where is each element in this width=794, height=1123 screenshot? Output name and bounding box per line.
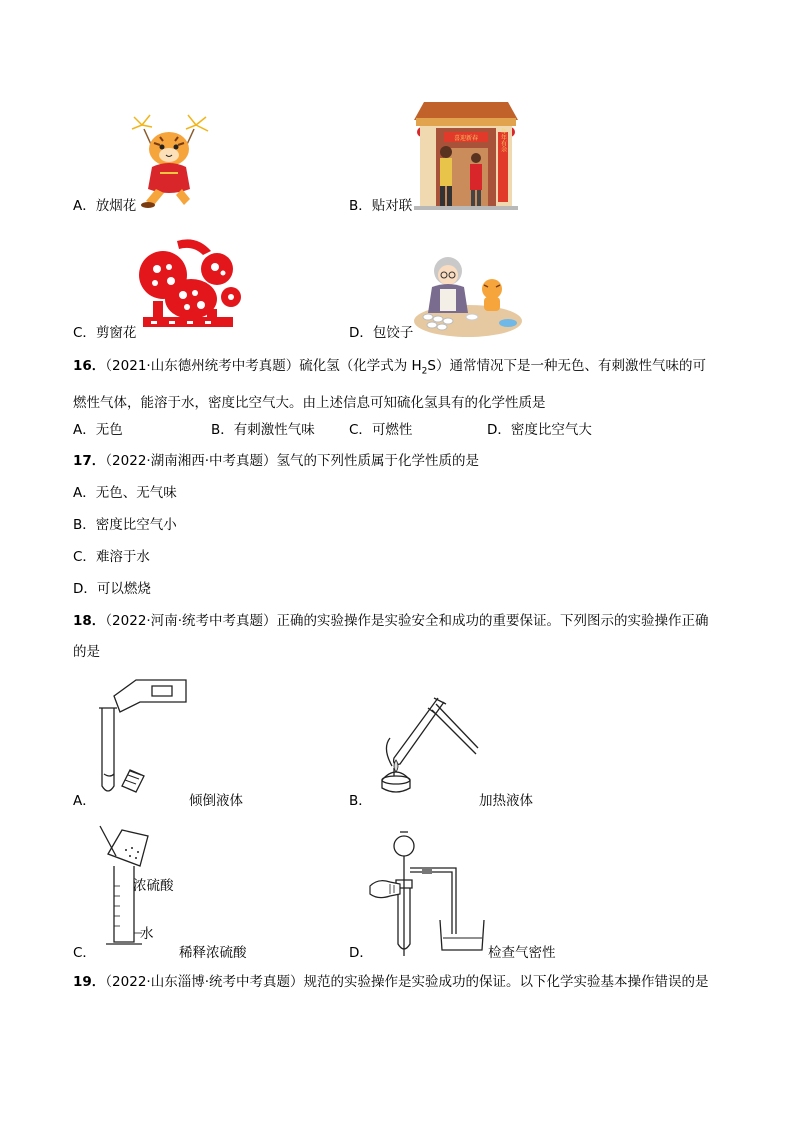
q17-option-d (73, 580, 151, 598)
option-text: 可以燃烧 (96, 581, 151, 597)
acid-label: 浓硫酸 (133, 878, 174, 894)
q17-option-b (73, 516, 177, 534)
q18-option-b (349, 792, 372, 810)
q18-option-a (73, 792, 96, 810)
option-b (349, 197, 412, 215)
couplet-top-text: 喜迎新春 (453, 135, 479, 142)
question-16 (73, 357, 733, 412)
paper-cut-image (137, 237, 243, 334)
option-a (73, 197, 136, 215)
q16-option-a (73, 421, 123, 439)
question-stem: 硫化氢（化学式为 H (299, 358, 422, 374)
q16-option-c (349, 421, 412, 439)
option-text: 难溶于水 (95, 549, 150, 565)
q17-option-c (73, 548, 150, 566)
question-18-line-2: 的是 (73, 644, 100, 660)
option-letter: D． (349, 325, 373, 341)
option-text: 贴对联 (371, 198, 413, 214)
question-stem: 正确的实验操作是实验安全和成功的重要保证。下列图示的实验操作正确 (276, 613, 709, 629)
option-letter: B． (73, 517, 96, 533)
q18-caption-d: 检查气密性 (488, 945, 556, 961)
question-stem: 规范的实验操作是实验成功的保证。以下化学实验基本操作错误的是 (303, 974, 709, 990)
question-stem-cont: S）通常情况下是一种无色、有刺激性气味的可 (427, 358, 706, 374)
option-letter: D． (487, 422, 511, 438)
q18-caption-a: 倾倒液体 (189, 793, 243, 809)
option-letter: B． (349, 793, 372, 809)
option-letter: C． (73, 549, 96, 565)
option-letter: D． (349, 945, 373, 961)
q16-option-d (487, 421, 592, 439)
question-16-line-2: 燃性气体，能溶于水，密度比空气大。由上述信息可知硫化氢具有的化学性质是 (73, 394, 546, 411)
option-text: 放烟花 (95, 198, 137, 214)
option-text: 剪窗花 (95, 325, 137, 341)
couplet-side-text: 年年有余 (499, 128, 507, 152)
heating-liquid-diagram (372, 694, 480, 798)
question-16-line-1 (73, 357, 733, 381)
option-text: 包饺子 (372, 325, 414, 341)
question-number: 18． (73, 613, 106, 629)
option-text: 密度比空气大 (510, 422, 592, 438)
q18-caption-c: 稀释浓硫酸 (179, 945, 247, 961)
water-label: 水 (140, 926, 154, 942)
q18-option-c (73, 944, 96, 962)
question-number: 16． (73, 358, 106, 374)
q16-option-b (211, 421, 315, 439)
airtightness-diagram (370, 832, 490, 958)
option-text: 有刺激性气味 (233, 422, 315, 438)
q17-option-a (73, 484, 177, 502)
option-d (349, 324, 413, 342)
dumplings-image (412, 251, 520, 336)
question-stem: 氢气的下列性质属于化学性质的是 (276, 453, 479, 469)
subscript: 2 (421, 366, 428, 377)
q18-option-d (349, 944, 373, 962)
option-letter: A． (73, 422, 96, 438)
question-number: 17． (73, 453, 106, 469)
option-letter: A． (73, 793, 96, 809)
option-letter: D． (73, 581, 97, 597)
option-c (73, 324, 136, 342)
option-letter: A． (73, 198, 96, 214)
question-source: （2022·河南·统考中考真题） (105, 613, 277, 629)
question-number: 19． (73, 974, 106, 990)
question-source: （2022·山东淄博·统考中考真题） (105, 974, 304, 990)
option-letter: A． (73, 485, 96, 501)
option-letter: B． (349, 198, 372, 214)
option-text: 无色 (95, 422, 123, 438)
q18-caption-b: 加热液体 (479, 793, 533, 809)
option-text: 密度比空气小 (95, 517, 177, 533)
question-source: （2022·湖南湘西·中考真题） (105, 453, 277, 469)
question-18-line-1 (73, 612, 733, 630)
pouring-liquid-diagram (92, 676, 188, 798)
option-text: 无色、无气味 (95, 485, 177, 501)
option-letter: C． (73, 945, 96, 961)
question-19 (73, 973, 709, 991)
option-text: 可燃性 (371, 422, 413, 438)
option-letter: C． (349, 422, 372, 438)
question-source: （2021·山东德州统考中考真题） (105, 358, 300, 374)
option-letter: C． (73, 325, 96, 341)
question-18 (73, 612, 733, 661)
option-letter: B． (211, 422, 234, 438)
tiger-sparkler-image (130, 113, 210, 210)
couplet-door-image (414, 102, 518, 210)
question-17 (73, 452, 479, 470)
